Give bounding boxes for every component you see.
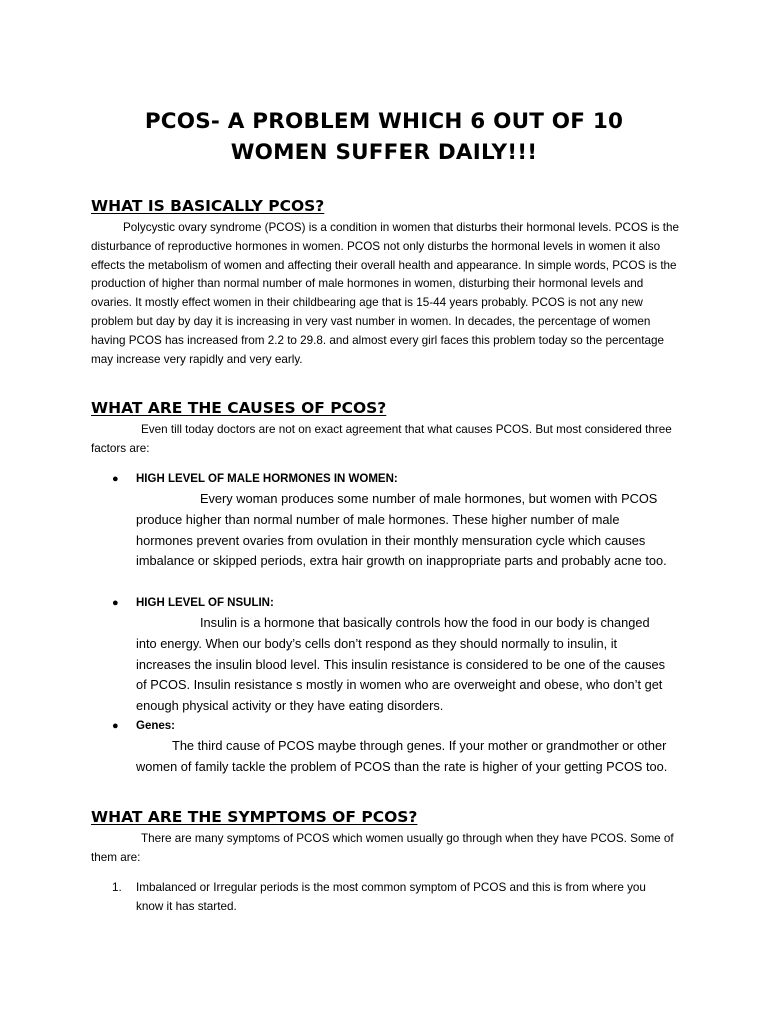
title-line-2: WOMEN SUFFER DAILY!!! — [230, 140, 538, 165]
symptom-text: Imbalanced or Irregular periods is the most common symptom of PCOS and this is from where you know it has started. — [136, 881, 646, 913]
cause-title: HIGH LEVEL OF MALE HORMONES IN WOMEN: — [136, 473, 398, 485]
section-heading-what: WHAT IS BASICALLY PCOS? — [91, 197, 325, 215]
section-intro-causes: Even till today doctors are not on exact agreement that what causes PCOS. But most considered three factors are: — [91, 423, 672, 455]
cause-title: HIGH LEVEL OF NSULIN: — [136, 597, 274, 609]
section-heading-causes: WHAT ARE THE CAUSES OF PCOS? — [91, 399, 387, 417]
cause-body: Every woman produces some number of male hormones, but women with PCOS produce higher than normal number of male hormones. These higher number of male hormones prevent ovaries from ovulation in their monthly mensuration cycle which causes imbalance or skipped periods, extra hair growth on inappropriate parts and probably acne too. — [136, 491, 667, 569]
bullet-icon: ● — [112, 720, 119, 732]
cause-title: Genes: — [136, 720, 175, 732]
symptom-number: 1. — [112, 881, 122, 894]
section-intro-symptoms: There are many symptoms of PCOS which women usually go through when they have PCOS. Some of them are: — [91, 832, 674, 864]
cause-item-1 — [112, 469, 672, 572]
cause-item-2 — [112, 593, 672, 717]
document-title — [60, 106, 708, 168]
cause-body: Insulin is a hormone that basically controls how the food in our body is changed into energy. When our body’s cells don’t respond as they should normally to insulin, it increases the insulin blood level. This insulin resistance is considered to be one of the causes of PCOS. Insulin resistance s mostly in women who are overweight and obese, who don’t get enough physical activity or they have eating disorders. — [136, 615, 666, 714]
cause-body: The third cause of PCOS maybe through genes. If your mother or grandmother or other women of family tackle the problem of PCOS than the rate is higher of your getting PCOS too. — [136, 738, 668, 774]
bullet-icon: ● — [112, 473, 119, 485]
cause-item-3 — [112, 716, 672, 778]
bullet-icon: ● — [112, 597, 119, 609]
symptom-item-1 — [112, 878, 672, 916]
section-heading-symptoms: WHAT ARE THE SYMPTOMS OF PCOS? — [91, 808, 418, 826]
title-line-1: PCOS- A PROBLEM WHICH 6 OUT OF 10 — [144, 109, 624, 134]
section-paragraph-what: Polycystic ovary syndrome (PCOS) is a condition in women that disturbs their hormonal levels. PCOS is the disturbance of reproductive hormones in women. PCOS not only disturbs the hormonal levels in women it also effects the metabolism of women and affecting their overall health and appearance. In simple words, PCOS is the production of higher than normal number of male hormones in women, disturbing their hormonal levels and ovaries. It mostly effect women in their childbearing age that is 15-44 years probably. PCOS is not any new problem but day by day it is increasing in very vast number in women. In decades, the percentage of women having PCOS has increased from 2.2 to 29.8. and almost every girl faces this problem today so the percentage may increase very rapidly and very early. — [91, 221, 680, 366]
